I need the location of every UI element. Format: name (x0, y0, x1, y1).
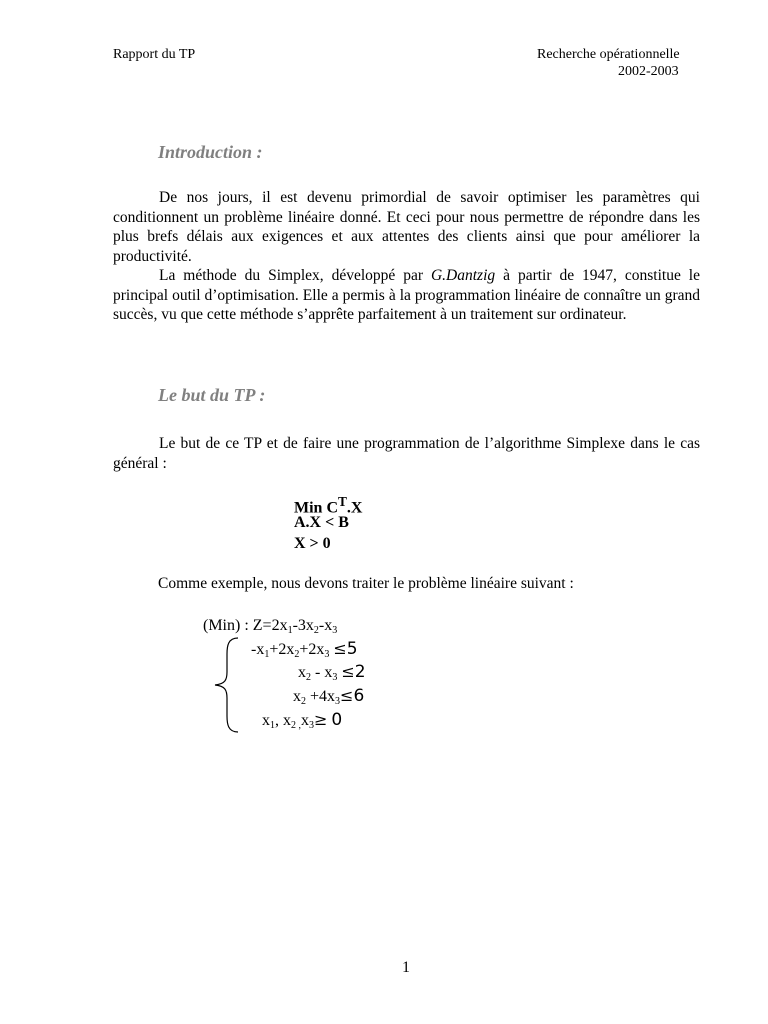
header-right-title: Recherche opérationnelle (537, 47, 680, 62)
intro-paragraph-1: De nos jours, il est devenu primordial de savoir optimiser les paramètres qui conditionnent un problème linéaire donné. Et ceci pour nous permettre de répondre dans les plus brefs délais aux exigences et aux attentes des clients ainsi que pour améliorer la productivité. (113, 189, 700, 265)
intro-paragraph-2 (113, 266, 700, 325)
formula-min: Min C (294, 499, 338, 517)
intro-p2-after: à partir de 1947, constitue le principal outil d’optimisation. Elle a permis à la programmation linéaire de connaître un grand succès, vu que cette méthode s’apprête parfaitement à un traitement sur ordinateur. (113, 267, 700, 324)
header-left: Rapport du TP (113, 47, 196, 62)
formula-transpose: T (338, 494, 347, 509)
intro-title: Introduction : (158, 142, 263, 162)
left-brace-icon (210, 636, 242, 734)
constraint-nonnegativity: $x_1$, $x_{2 ,}x_3\ge 0$ (262, 710, 343, 731)
formula-x: .X (346, 499, 363, 517)
example-intro: Comme exemple, nous devons traiter le problème linéaire suivant : (158, 575, 574, 592)
formula-line-2: A.X < B (294, 514, 349, 531)
author-name: G.Dantzig (430, 267, 496, 284)
intro-p2-before: La méthode du Simplex, développé par (159, 267, 431, 284)
formula-line-3: X > 0 (294, 535, 331, 552)
objective-function: (Min) : $Z=2x_1-3x_2-x_3$ (203, 617, 338, 636)
constraint-3: $x_2 +4x_3\le 6$ (293, 686, 365, 707)
constraint-2: $x_2 - x_3 \le 2$ (298, 662, 366, 683)
goal-paragraph: Le but de ce TP et de faire une programmation de l’algorithme Simplexe dans le cas général : (113, 435, 700, 472)
header-right-year: 2002-2003 (618, 64, 679, 79)
page-number: 1 (402, 959, 410, 976)
goal-title: Le but du TP : (158, 385, 266, 405)
constraint-1: $-x_1+2x_2+2x_3 \le 5$ (251, 639, 358, 660)
